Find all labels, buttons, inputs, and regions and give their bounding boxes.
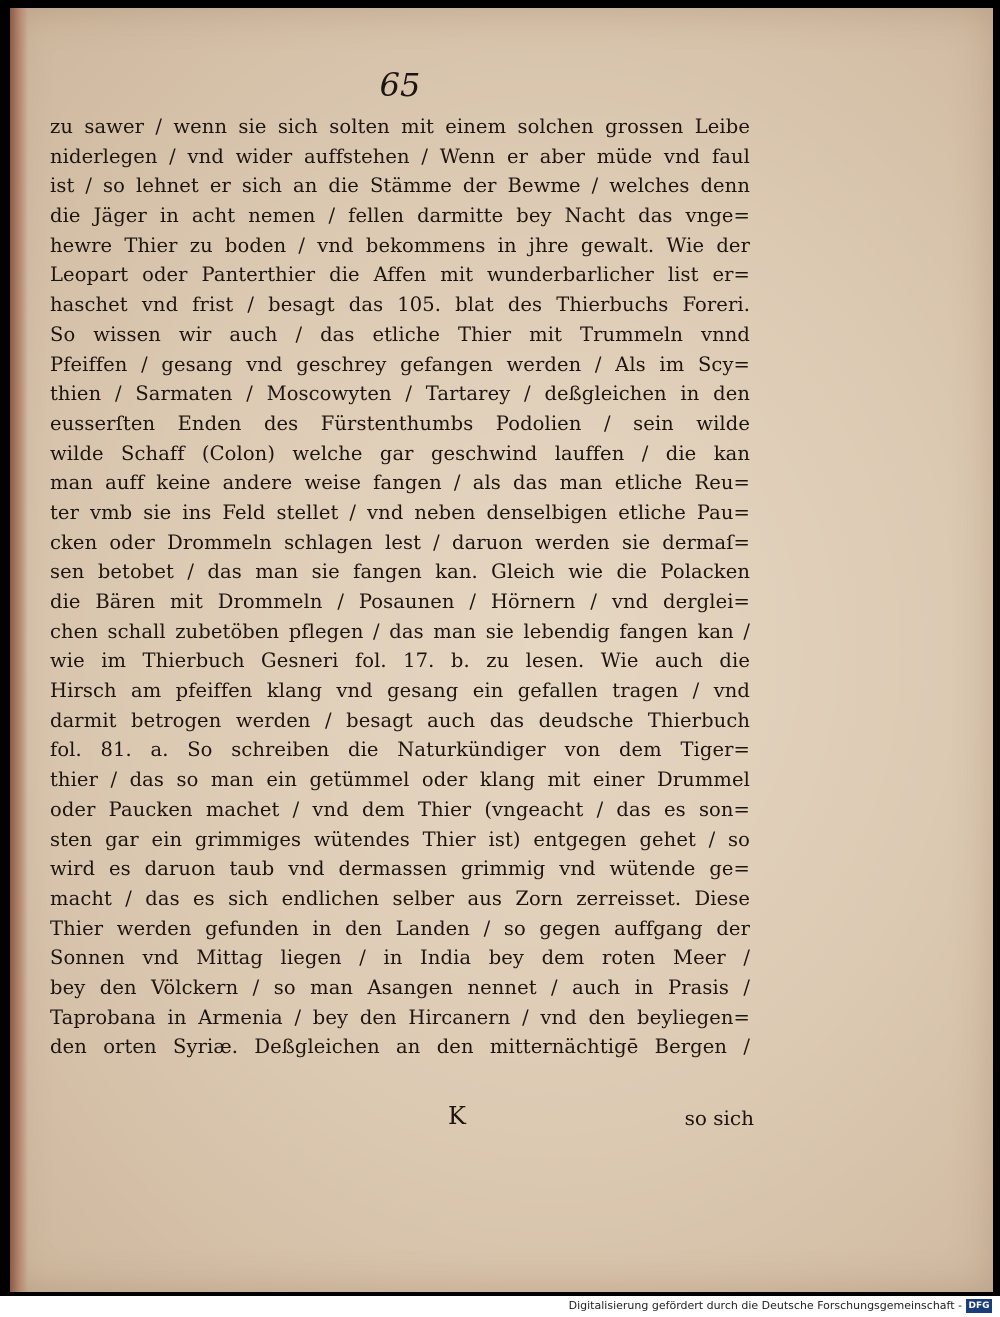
page-number: 65 — [379, 66, 421, 104]
text-line: So wissen wir auch / das etliche Thier mit Trummeln vnnd — [50, 322, 750, 346]
text-line: wie im Thierbuch Gesneri fol. 17. b. zu lesen. Wie auch die — [50, 649, 750, 673]
book-page — [10, 8, 993, 1292]
text-line: Sonnen vnd Mittag liegen / in India bey dem roten Meer / — [50, 946, 750, 970]
text-line: niderlegen / vnd wider auffstehen / Wenn er aber müde vnd faul — [50, 144, 750, 168]
text-line: die Bären mit Drommeln / Posaunen / Hörnern / vnd derglei= — [50, 590, 750, 613]
text-line: Leopart oder Panterthier die Affen mit wunderbarlicher list er= — [50, 263, 750, 287]
text-line: chen schall zubetöben pflegen / das man sie lebendig fangen kan / — [50, 619, 750, 643]
page-body-text — [50, 112, 750, 1062]
text-line: ist / so lehnet er sich an die Stämme der Bewme / welches denn — [50, 174, 750, 198]
text-line: haschet vnd frist / besagt das 105. blat des Thierbuchs Foreri. — [50, 293, 750, 317]
text-line: Taprobana in Armenia / bey den Hircanern / vnd den beyliegen= — [50, 1005, 750, 1029]
text-line: Hirsch am pfeiffen klang vnd gesang ein gefallen tragen / vnd — [50, 679, 750, 703]
text-line: wird es daruon taub vnd dermassen grimmig vnd wütende ge= — [50, 857, 750, 881]
text-line: Pfeiffen / gesang vnd geschrey gefangen werden / Als im Scy= — [50, 352, 750, 376]
text-line: cken oder Drommeln schlagen lest / daruon werden sie dermaſ= — [50, 530, 750, 554]
text-line: macht / das es sich endlichen selber aus Zorn zerreisset. Diese — [50, 886, 750, 910]
funding-credit: Digitalisierung gefördert durch die Deutsche Forschungsgemeinschaft - — [568, 1299, 962, 1312]
text-line: thier / das so man ein getümmel oder klang mit einer Drummel — [50, 768, 750, 792]
text-line: thien / Sarmaten / Moscowyten / Tartarey / deßgleichen in den — [50, 382, 750, 406]
signature-mark: K — [448, 1102, 466, 1130]
text-line: zu sawer / wenn sie sich solten mit einem solchen grossen Leibe — [50, 115, 750, 138]
text-line: oder Paucken machet / vnd dem Thier (vngeacht / das es son= — [50, 797, 750, 821]
dfg-logo: DFG — [966, 1299, 992, 1313]
page-binding-edge — [10, 8, 28, 1292]
text-line: sten gar ein grimmiges wütendes Thier ist) entgegen gehet / so — [50, 827, 750, 851]
text-line: die Jäger in acht nemen / fellen darmitte bey Nacht das vnge= — [50, 204, 750, 228]
text-line: darmit betrogen werden / besagt auch das deudsche Thierbuch — [50, 708, 750, 732]
text-line: ter vmb sie ins Feld stellet / vnd neben denselbigen etliche Pau= — [50, 500, 750, 524]
catchword: so sich — [684, 1106, 754, 1130]
text-line: Thier werden gefunden in den Landen / so gegen auffgang der — [50, 916, 750, 940]
text-line: eusserſten Enden des Fürstenthumbs Podolien / sein wilde — [50, 411, 750, 435]
text-line: man auff keine andere weise fangen / als das man etliche Reu= — [50, 471, 750, 495]
text-line: den orten Syriæ. Deßgleichen an den mitternächtigē Bergen / — [50, 1035, 750, 1059]
footer-bar — [0, 1296, 1000, 1317]
text-line: bey den Völckern / so man Asangen nennet / auch in Prasis / — [50, 975, 750, 999]
text-line: sen betobet / das man sie fangen kan. Gleich wie die Polacken — [50, 560, 750, 584]
text-line: hewre Thier zu boden / vnd bekommens in jhre gewalt. Wie der — [50, 233, 750, 257]
text-line: fol. 81. a. So schreiben die Naturkündiger von dem Tiger= — [50, 738, 750, 762]
text-line: wilde Schaff (Colon) welche gar geschwind lauffen / die kan — [50, 441, 750, 465]
